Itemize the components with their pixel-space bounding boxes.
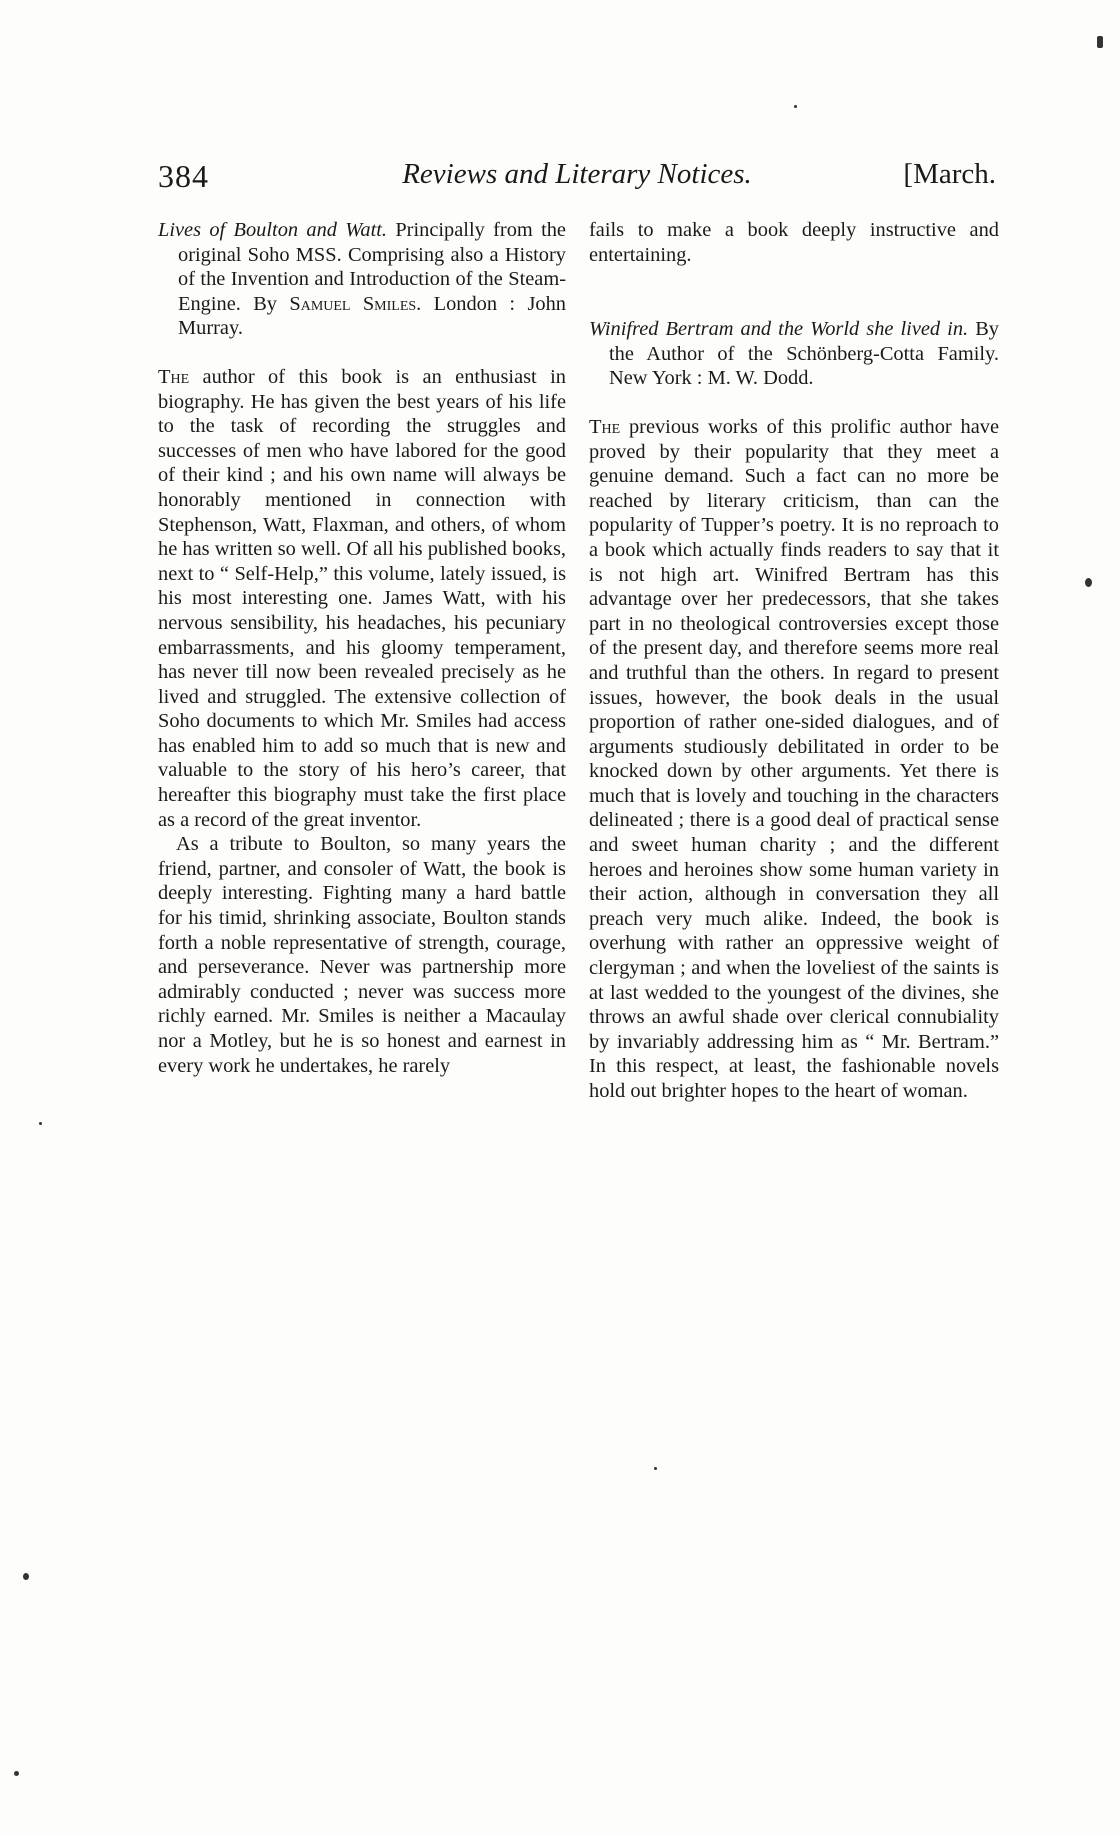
- page-header: [158, 158, 996, 198]
- scan-speck: [794, 105, 797, 108]
- review-details: Principally from the original Soho MSS. Comprising also a History of the Invention and Introduction of the Steam-Engine. By: [178, 219, 566, 315]
- right-column: [589, 218, 999, 1104]
- review-title: Lives of Boulton and Watt.: [158, 219, 388, 241]
- running-month: [March.: [903, 158, 996, 190]
- body-paragraph: fails to make a book deeply instructive and entertaining.: [589, 219, 999, 266]
- scan-speck: [1097, 36, 1103, 48]
- review-author: Samuel Smiles.: [289, 292, 422, 315]
- body-paragraph: The author of this book is an enthusiast in biography. He has given the best years of his life to the task of recording the struggles and successes of men who have labored for the good of their kind ; and his own name will always be honorably mentioned in connection with Stephenson, Watt, Flaxman, and others, of whom he has written so well. Of all his published books, next to “ Self-Help,” this volume, lately issued, is his most interesting one. James Watt, with his nervous sensibility, his headaches, his pecuniary embarrassments, and his gloomy temperament, has never till now been revealed precisely as he lived and struggled. The extensive collection of Soho documents to which Mr. Smiles had access has enabled him to add so much that is new and valuable to the story of his hero’s career, that hereafter this biography must take the first place as a record of the great inventor.: [158, 365, 566, 831]
- paragraph-lead: The: [589, 415, 621, 438]
- review-title: Winifred Bertram and the World she lived in.: [589, 318, 969, 341]
- review-body-boulton-watt: [158, 365, 566, 1078]
- review-publisher: London : John Murray.: [178, 292, 566, 340]
- review-details: By the Author of the Schönberg-Cotta Family. New York : M. W. Dodd.: [609, 318, 999, 390]
- page-number: 384: [158, 158, 209, 194]
- paragraph-lead: The: [158, 365, 190, 388]
- continued-text: [589, 218, 999, 267]
- scan-speck: [654, 1467, 657, 1470]
- review-heading-boulton-watt: [158, 218, 566, 341]
- running-title: Reviews and Literary Notices.: [402, 158, 752, 190]
- body-paragraph: The previous works of this prolific author have proved by their popularity that they meet a genuine demand. Such a fact can no more be reached by literary criticism, than can the popularity of Tupper’s poetry. It is no reproach to a book which actually finds readers to say that it is not high art. Winifred Bertram has this advantage over her predecessors, that she takes part in no theological controversies except those of the present day, and therefore seems more real and truthful than the others. In regard to present issues, however, the book deals in the usual proportion of rather one-sided dialogues, and of arguments studiously debilitated in order to be knocked down by other arguments. Yet there is much that is lovely and touching in the characters delineated ; there is a good deal of practical sense and sweet human charity ; and the different heroes and heroines show some human variety in their action, although in conversation they all preach very much alike. Indeed, the book is overhung with rather an oppressive weight of clergyman ; and when the loveliest of the saints is at last wedded to the youngest of the divines, she throws an awful shade over clerical connubiality by invariably addressing him as “ Mr. Bertram.” In this respect, at least, the fashionable novels hold out brighter hopes to the heart of woman.: [589, 415, 999, 1102]
- body-paragraph: As a tribute to Boulton, so many years the friend, partner, and consoler of Watt, the book is deeply interesting. Fighting many a hard battle for his timid, shrinking associate, Boulton stands forth a noble representative of strength, courage, and perseverance. Never was partnership more admirably conducted ; never was success more richly earned. Mr. Smiles is neither a Macaulay nor a Motley, but he is so honest and earnest in every work he undertakes, he rarely: [158, 833, 566, 1077]
- left-column: [158, 218, 566, 1078]
- scan-speck: [14, 1771, 19, 1776]
- scan-speck: [23, 1573, 29, 1580]
- review-body-winifred-bertram: [589, 415, 999, 1104]
- review-heading-winifred-bertram: [589, 317, 999, 391]
- scan-speck: [39, 1122, 42, 1125]
- scan-speck: [1085, 578, 1092, 587]
